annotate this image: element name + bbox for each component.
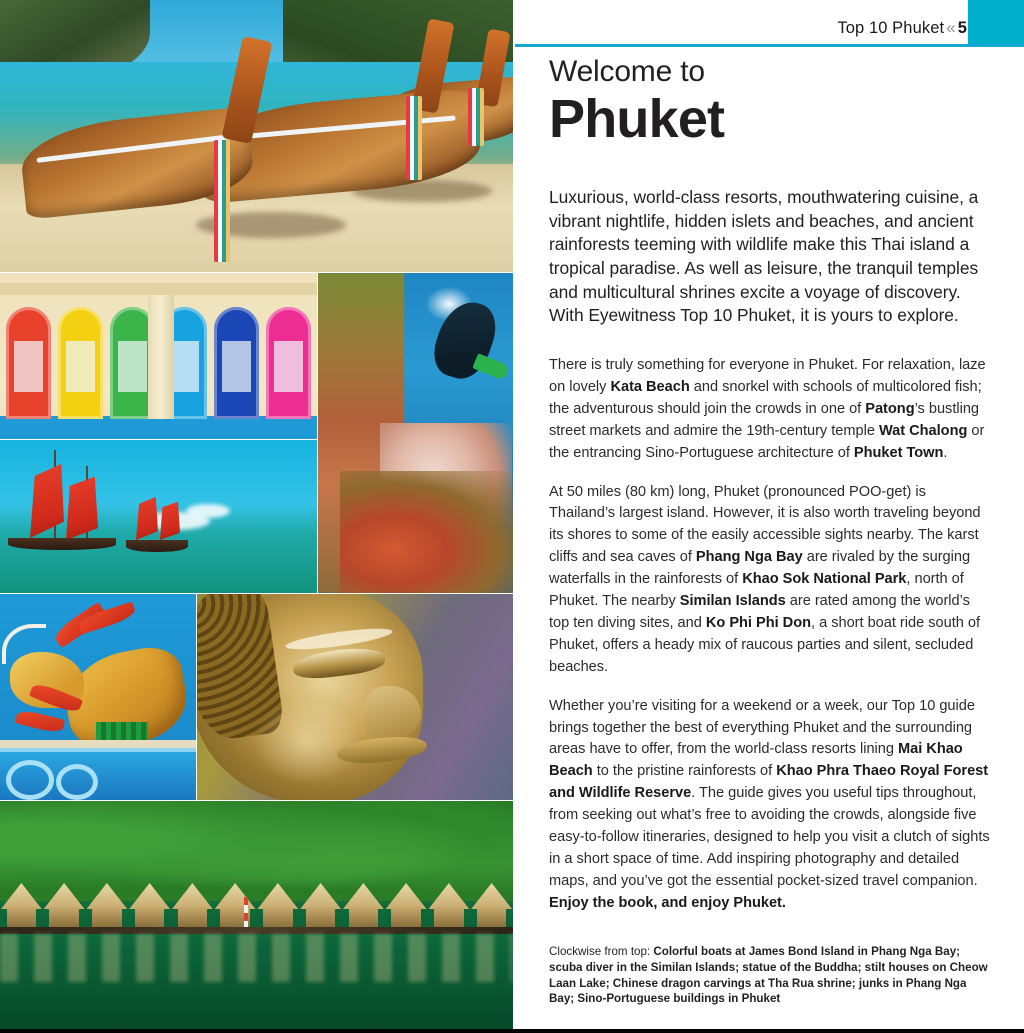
place-name: Kata Beach [610,379,690,396]
junk-sail [30,464,64,538]
prow-ribbon [214,140,230,262]
page-title: Phuket [549,88,725,149]
stilt-house [1,883,42,929]
cloud [186,504,230,518]
place-name: Mai Khao Beach [549,741,963,780]
junk-hull [8,538,116,550]
place-name: Khao Sok National Park [742,571,907,588]
photo-stilt-houses [0,801,513,1029]
facade-door [6,307,51,419]
article-body [549,56,991,915]
dragon-flame [15,708,65,734]
dragon-flame [77,601,137,634]
floating-dock [0,927,513,934]
stilt-house [44,883,85,929]
water-reflection [0,934,513,982]
stilt-house [258,883,299,929]
facade-door [266,307,311,419]
caption-lead-in: Clockwise from top: [549,945,654,958]
place-name: Ko Phi Phi Don [705,614,811,631]
photo-shophouse-facade [0,273,317,439]
facade-cornice [0,283,317,295]
coral-bed [340,471,513,593]
stilt-house [300,883,341,929]
text-column [513,0,1024,1029]
body-paragraph: At 50 miles (80 km) long, Phuket (pronounced POO-get) is Thailand’s largest island. However, it is also worth traveling beyond its shores to some of the easily accessible sights nearby. The karst cliffs and sea caves of Phang Nga Bay are rivaled by the surging waterfalls in the rainforests of Khao Sok National Park, north of Phuket. The nearby Similan Islands are rated among the world’s top ten diving sites, and Ko Phi Phi Don, a short boat ride south of Phuket, offers a heady mix of raucous parties and silent, secluded beaches. [549,483,981,675]
junk-hull [126,540,188,552]
header-rule [515,44,1024,47]
prow-ribbon [468,88,484,146]
place-name: Phuket Town [853,444,944,461]
stilt-house [172,883,213,929]
page-number: 5 [957,19,967,37]
page-title-eyebrow: Welcome to [549,55,705,88]
diver-fin [472,353,510,381]
stilt-house [215,883,256,929]
carved-waves [0,748,196,800]
prow-ribbon [406,96,422,180]
body-paragraph: There is truly something for everyone in Phuket. For relaxation, laze on lovely Kata Beach and snorkel with schools of multicolored fish; the adventurous should join the crowds in one of Patong’s bustling street markets and admire the 19th-century temple Wat Chalong or the entrancing Sino-Portuguese architecture of Phuket Town. [549,357,986,461]
dragon-whisker [2,624,46,664]
running-head [837,18,967,38]
place-name: Patong [865,400,915,417]
place-name: Similan Islands [679,593,786,610]
place-name: Khao Phra Thaeo Royal Forest and Wildlife Reserve [549,763,989,802]
photo-caption [549,944,989,1007]
photo-longtail-boats [0,0,513,272]
stilt-house [429,883,470,929]
stilt-house-row [0,883,513,929]
running-head-title: Top 10 Phuket [837,19,945,37]
place-name: Phang Nga Bay [695,549,803,566]
corner-accent-block [968,0,1024,46]
place-name: Enjoy the book, and enjoy Phuket. [549,894,786,911]
caption-body: Colorful boats at James Bond Island in Phang Nga Bay; scuba diver in the Similan Islands; statue of the Buddha; stilt houses on Cheow Laan Lake; Chinese dragon carvings at Tha Rua shrine; junks in Phang Nga Bay; Sino-Portuguese buildings in Phuket [549,945,988,1006]
facade-pillar [148,295,174,419]
place-name: Wat Chalong [878,422,968,439]
stilt-house [129,883,170,929]
body-paragraph: Whether you’re visiting for a weekend or a week, our Top 10 guide brings together the best of everything Phuket and the surrounding areas have to offer, from the world-class resorts lining Mai Khao Beach to the pristine rainforests of Khao Phra Thaeo Royal Forest and Wildlife Reserve. The guide gives you useful tips throughout, from seeking out what’s free to avoiding the crowds, alongside five easy-to-follow itineraries, designed to help you visit a clutch of sights in a short space of time. Add inspiring photography and detailed maps, and you’ve got the essential pocket-sized travel companion. Enjoy the book, and enjoy Phuket. [549,697,990,911]
facade-door [58,307,103,419]
photo-collage [0,0,513,1029]
stilt-house [471,883,512,929]
stilt-house [386,883,427,929]
photo-scuba-diver [318,273,513,593]
buddha-cheek-highlight [253,698,363,784]
lead-paragraph: Luxurious, world-class resorts, mouthwatering cuisine, a vibrant nightlife, hidden islets and beaches, and ancient rainforests teeming with wildlife make this Thai island a tropical paradise. As well as leisure, the tranquil temples and multicultural shrines excite a voyage of discovery. With Eyewitness Top 10 Phuket, it is yours to explore. [549,187,979,326]
junk-sail [66,474,98,540]
junk-sail [136,496,158,540]
photo-buddha-statue [197,594,513,800]
junk-sail [160,500,180,540]
buddha-nose [365,686,421,738]
stilt-house [87,883,128,929]
photo-dragon-carving [0,594,196,800]
facade-door [214,307,259,419]
photo-junk-boats [0,440,317,593]
chevron-left-icon: « [946,18,956,37]
stilt-house [343,883,384,929]
